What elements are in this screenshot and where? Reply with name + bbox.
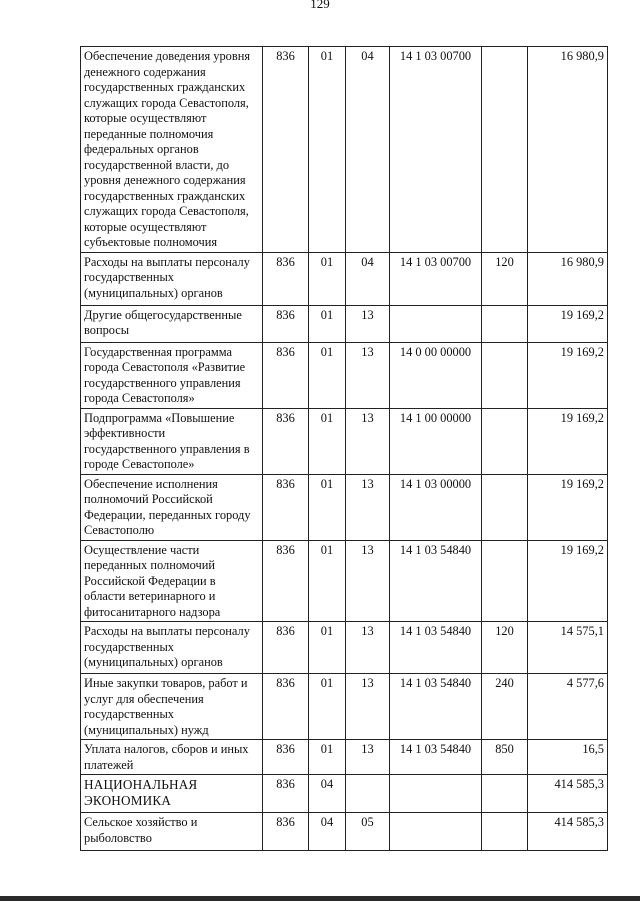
target-article-code: 14 1 03 00700 (390, 252, 482, 305)
section-code: 01 (309, 47, 346, 253)
section-code: 01 (309, 674, 346, 740)
section-code: 01 (309, 622, 346, 674)
expense-type-code (482, 540, 528, 622)
subsection-code: 13 (346, 342, 390, 408)
subsection-code (346, 775, 390, 813)
target-article-code: 14 1 03 54840 (390, 622, 482, 674)
row-name: Расходы на выплаты персоналу государственных (муниципальных) органов (81, 252, 263, 305)
table-row (81, 740, 608, 775)
row-name: НАЦИОНАЛЬНАЯ ЭКОНОМИКА (81, 775, 263, 813)
row-name: Сельское хозяйство и рыболовство (81, 813, 263, 851)
table-row (81, 813, 608, 851)
table-row (81, 408, 608, 474)
section-code: 01 (309, 408, 346, 474)
row-name: Расходы на выплаты персоналу государственных (муниципальных) органов (81, 622, 263, 674)
ministry-code: 836 (263, 342, 309, 408)
ministry-code: 836 (263, 47, 309, 253)
subsection-code: 04 (346, 47, 390, 253)
subsection-code: 13 (346, 474, 390, 540)
subsection-code: 04 (346, 252, 390, 305)
table-row (81, 775, 608, 813)
section-code: 01 (309, 252, 346, 305)
section-code: 04 (309, 813, 346, 851)
section-code: 01 (309, 540, 346, 622)
subsection-code: 13 (346, 622, 390, 674)
table-row (81, 622, 608, 674)
table-row (81, 674, 608, 740)
table-row (81, 252, 608, 305)
expense-type-code (482, 474, 528, 540)
amount-value: 16 980,9 (528, 47, 608, 253)
section-code: 01 (309, 474, 346, 540)
expense-type-code (482, 305, 528, 342)
target-article-code: 14 1 03 00000 (390, 474, 482, 540)
row-name: Государственная программа города Севастополя «Развитие государственного управления города Севастополя» (81, 342, 263, 408)
expense-type-code (482, 775, 528, 813)
section-code: 01 (309, 342, 346, 408)
row-name: Обеспечение доведения уровня денежного содержания государственных гражданских служащих города Севастополя, которые осуществляют переданные полномочия федеральных органов государственной власти, до уровня денежного содержания государственных гражданских служащих города Севастополя, которые осуществляют субъектовые полномочия (81, 47, 263, 253)
ministry-code: 836 (263, 408, 309, 474)
budget-table (80, 46, 608, 851)
section-code: 04 (309, 775, 346, 813)
amount-value: 19 169,2 (528, 342, 608, 408)
amount-value: 19 169,2 (528, 540, 608, 622)
ministry-code: 836 (263, 775, 309, 813)
table-row (81, 305, 608, 342)
amount-value: 16 980,9 (528, 252, 608, 305)
amount-value: 19 169,2 (528, 474, 608, 540)
row-name: Другие общегосударственные вопросы (81, 305, 263, 342)
ministry-code: 836 (263, 540, 309, 622)
target-article-code: 14 0 00 00000 (390, 342, 482, 408)
ministry-code: 836 (263, 740, 309, 775)
row-name: Обеспечение исполнения полномочий Российской Федерации, переданных городу Севастополю (81, 474, 263, 540)
amount-value: 414 585,3 (528, 775, 608, 813)
row-name: Осуществление части переданных полномочий Российской Федерации в области ветеринарного и фитосанитарного надзора (81, 540, 263, 622)
ministry-code: 836 (263, 252, 309, 305)
ministry-code: 836 (263, 622, 309, 674)
subsection-code: 13 (346, 540, 390, 622)
subsection-code: 13 (346, 740, 390, 775)
table-row (81, 474, 608, 540)
target-article-code (390, 775, 482, 813)
page-number: 129 (310, 0, 330, 11)
amount-value: 4 577,6 (528, 674, 608, 740)
target-article-code: 14 1 03 54840 (390, 740, 482, 775)
amount-value: 14 575,1 (528, 622, 608, 674)
row-name: Подпрограмма «Повышение эффективности государственного управления в городе Севастополе» (81, 408, 263, 474)
amount-value: 414 585,3 (528, 813, 608, 851)
row-name: Иные закупки товаров, работ и услуг для обеспечения государственных (муниципальных) нужд (81, 674, 263, 740)
table-row (81, 47, 608, 253)
amount-value: 16,5 (528, 740, 608, 775)
target-article-code: 14 1 03 54840 (390, 540, 482, 622)
table-row (81, 342, 608, 408)
table-row (81, 540, 608, 622)
row-name: Уплата налогов, сборов и иных платежей (81, 740, 263, 775)
section-code: 01 (309, 740, 346, 775)
subsection-code: 13 (346, 674, 390, 740)
amount-value: 19 169,2 (528, 408, 608, 474)
target-article-code: 14 1 03 00700 (390, 47, 482, 253)
target-article-code: 14 1 03 54840 (390, 674, 482, 740)
target-article-code (390, 305, 482, 342)
expense-type-code: 120 (482, 252, 528, 305)
section-code: 01 (309, 305, 346, 342)
target-article-code (390, 813, 482, 851)
ministry-code: 836 (263, 813, 309, 851)
ministry-code: 836 (263, 305, 309, 342)
amount-value: 19 169,2 (528, 305, 608, 342)
ministry-code: 836 (263, 474, 309, 540)
expense-type-code: 120 (482, 622, 528, 674)
subsection-code: 13 (346, 408, 390, 474)
expense-type-code: 240 (482, 674, 528, 740)
expense-type-code: 850 (482, 740, 528, 775)
subsection-code: 05 (346, 813, 390, 851)
target-article-code: 14 1 00 00000 (390, 408, 482, 474)
subsection-code: 13 (346, 305, 390, 342)
expense-type-code (482, 408, 528, 474)
ministry-code: 836 (263, 674, 309, 740)
expense-type-code (482, 342, 528, 408)
scan-edge-line (0, 896, 640, 901)
expense-type-code (482, 813, 528, 851)
expense-type-code (482, 47, 528, 253)
